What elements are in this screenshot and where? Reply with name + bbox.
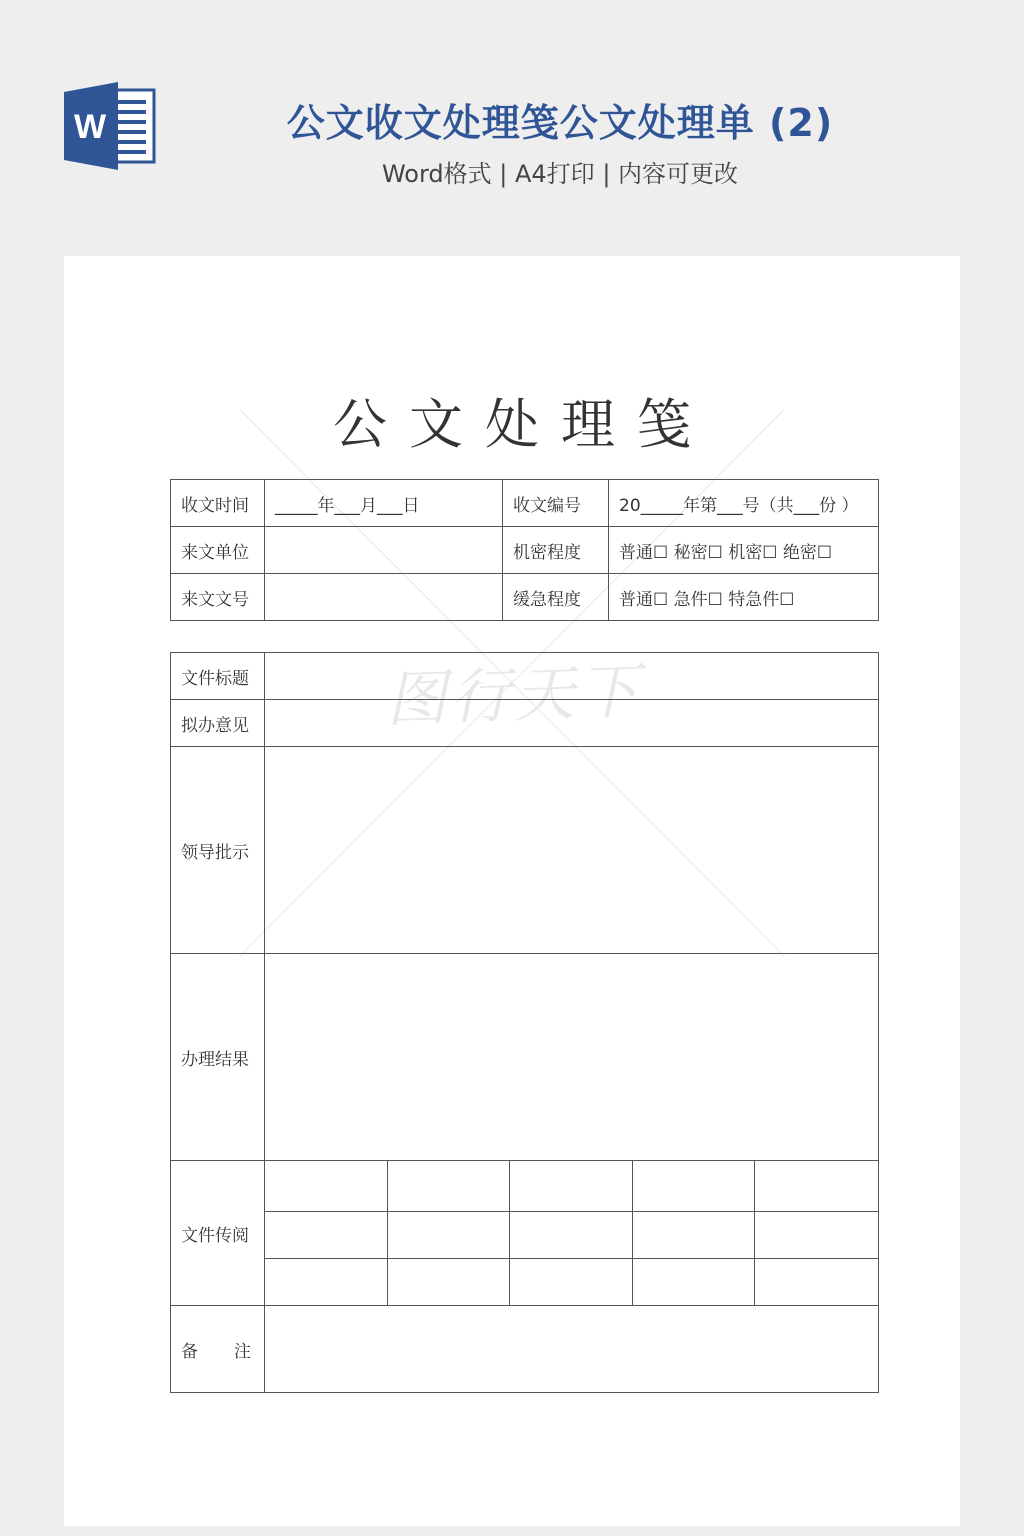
circulation-cell[interactable] [388,1161,510,1212]
circulation-cell[interactable] [510,1161,633,1212]
circulation-cell[interactable] [265,1161,388,1212]
remark-label-b: 注 [234,1341,251,1362]
table-row [171,653,879,700]
circulation-label: 文件传阅 [171,1161,265,1306]
document-paper [64,256,960,1526]
source-docnum-value[interactable] [265,574,503,621]
circulation-cell[interactable] [388,1259,510,1306]
receive-number-value[interactable]: 20_____年第___号（共___份 ） [609,480,879,527]
source-unit-value[interactable] [265,527,503,574]
circulation-cell[interactable] [510,1259,633,1306]
source-unit-label: 来文单位 [171,527,265,574]
source-docnum-label: 来文文号 [171,574,265,621]
receive-time-label: 收文时间 [171,480,265,527]
circulation-cell[interactable] [388,1212,510,1259]
circulation-cell[interactable] [755,1259,879,1306]
table-row [171,480,879,527]
circulation-cell[interactable] [265,1259,388,1306]
table-row [171,747,879,954]
page-title: 公文收文处理笺公文处理单 (2) [286,101,834,145]
leader-instruction-field[interactable] [265,747,879,954]
circulation-cell[interactable] [510,1212,633,1259]
remark-label-a: 备 [181,1341,198,1362]
table-row [171,1161,879,1212]
remark-label [171,1306,265,1393]
urgency-level-label: 缓急程度 [503,574,609,621]
file-title-field[interactable] [265,653,879,700]
process-table [170,652,879,1393]
table-row [171,700,879,747]
table-row [171,1212,879,1259]
handling-result-label: 办理结果 [171,954,265,1161]
draft-opinion-field[interactable] [265,700,879,747]
table-row [171,954,879,1161]
receive-time-value[interactable]: _____年___月___日 [265,480,503,527]
table-row [171,574,879,621]
secrecy-level-options[interactable]: 普通☐ 秘密☐ 机密☐ 绝密☐ [609,527,879,574]
urgency-level-options[interactable]: 普通☐ 急件☐ 特急件☐ [609,574,879,621]
circulation-cell[interactable] [633,1161,755,1212]
table-row [171,527,879,574]
leader-instruction-label: 领导批示 [171,747,265,954]
watermark-text: 图行天下 [385,656,644,736]
table-row [171,1259,879,1306]
circulation-cell[interactable] [755,1212,879,1259]
handling-result-field[interactable] [265,954,879,1161]
circulation-cell[interactable] [755,1161,879,1212]
page-subtitle: Word格式 | A4打印 | 内容可更改 [381,160,739,188]
circulation-cell[interactable] [633,1259,755,1306]
secrecy-level-label: 机密程度 [503,527,609,574]
word-icon [64,82,156,170]
receive-number-label: 收文编号 [503,480,609,527]
word-icon-letter: W [73,108,107,146]
file-title-label: 文件标题 [171,653,265,700]
circulation-cell[interactable] [265,1212,388,1259]
remark-field[interactable] [265,1306,879,1393]
table-row [171,1306,879,1393]
draft-opinion-label: 拟办意见 [171,700,265,747]
info-table [170,479,879,621]
circulation-cell[interactable] [633,1212,755,1259]
document-title: 公文处理笺 [333,393,713,456]
